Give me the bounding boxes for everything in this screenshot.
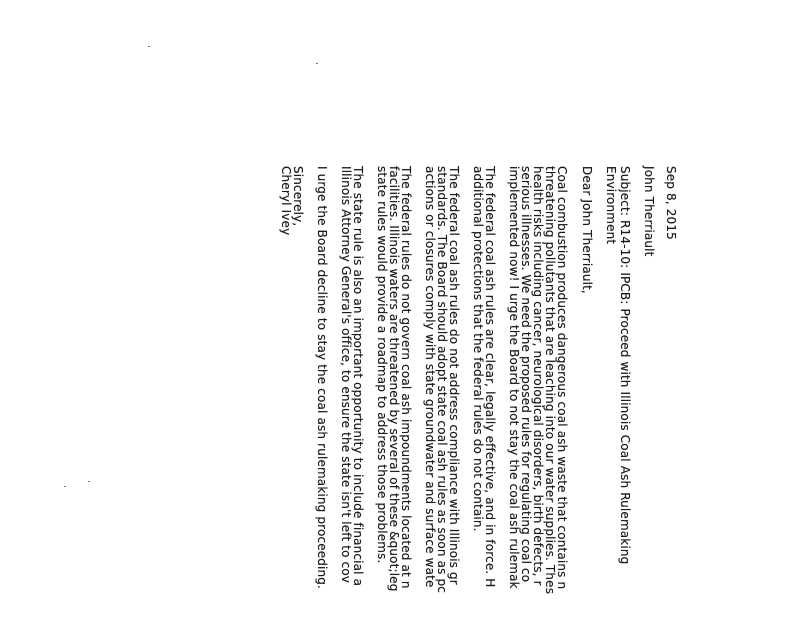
scan-speck xyxy=(64,486,66,487)
scan-speck xyxy=(316,63,318,64)
paragraph-line: I urge the Board decline to stay the coal ash rulemaking proceeding. xyxy=(315,166,329,590)
paragraph-line: The federal rules do not govern coal ash impoundments located at n xyxy=(399,166,413,589)
paragraph-line: health risks including cancer, neurological disorders, birth defects, r xyxy=(531,166,545,586)
paragraph-line: standards. The Board should adopt state coal ash rules as soon as pc xyxy=(435,166,449,593)
paragraph-line: actions or closures comply with state groundwater and surface wate xyxy=(423,166,437,588)
paragraph-line: additional protections that the federal rules do not contain. xyxy=(471,166,485,532)
scan-speck xyxy=(88,481,90,482)
letter-salutation: Dear John Therriault, xyxy=(580,166,594,294)
letter-date: Sep 8, 2015 xyxy=(664,166,678,240)
paragraph-line: implemented now! I urge the Board to not stay the coal ash rulemak xyxy=(507,166,521,589)
paragraph-line: threatening pollutants that are leaching into our water supplies. Thes xyxy=(543,166,557,595)
scan-speck xyxy=(148,46,150,47)
letter-recipient: John Therriault xyxy=(642,166,656,257)
paragraph-line: serious illnesses. We need the proposed rules for regulating coal co xyxy=(519,166,533,583)
letter-closing: Sincerely, xyxy=(291,166,305,227)
letter-subject-line-1: Subject: R14-10: IPCB: Proceed with Illinois Coal Ash Rulemaking xyxy=(618,166,632,565)
paragraph-line: facilities. Illinois waters are threatened by several of these &quot;leg xyxy=(387,166,401,592)
paragraph-line: The state rule is also an important opportunity to include financial a xyxy=(351,166,365,587)
letter-subject-line-2: Environment xyxy=(604,166,618,245)
paragraph-line: The federal coal ash rules are clear, legally effective, and in force. H xyxy=(483,166,497,588)
paragraph-line: Illinois Attorney General's office, to ensure the state isn't left to cov xyxy=(339,166,353,584)
paragraph-line: The federal coal ash rules do not address compliance with Illinois gr xyxy=(447,166,461,585)
letter-signature: Cheryl Ivey xyxy=(279,166,293,236)
paragraph-line: Coal combustion produces dangerous coal ash waste that contains n xyxy=(555,166,569,590)
paragraph-line: state rules would provide a roadmap to address those problems. xyxy=(375,166,389,564)
